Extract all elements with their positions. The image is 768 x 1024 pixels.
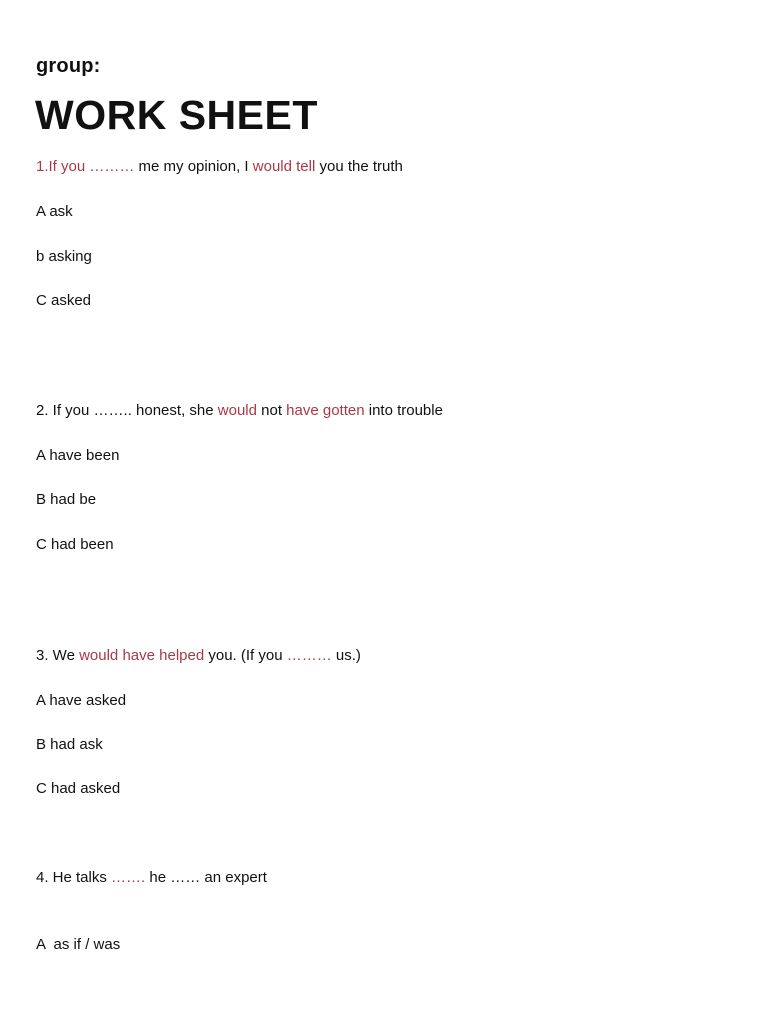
question-3-stem-part: 3. We xyxy=(36,647,80,664)
question-1-stem-part: 1.If you ……… xyxy=(36,158,135,175)
question-3-option-b: B had ask xyxy=(36,736,103,753)
question-4-option-a: A as if / was xyxy=(36,936,121,953)
question-1-stem-part: would tell xyxy=(252,158,316,175)
question-4-stem-part: he …… an expert xyxy=(145,869,267,886)
group-label: group: xyxy=(36,55,101,77)
question-3-stem-part: would have helped xyxy=(79,647,205,664)
question-3-stem-part: you. (If you xyxy=(204,647,287,664)
question-2-stem xyxy=(36,401,443,421)
question-3-option-c: C had asked xyxy=(36,780,121,797)
question-2-stem-part: have gotten xyxy=(286,402,365,419)
page-title: WORK SHEET xyxy=(35,92,318,138)
question-4-stem xyxy=(36,868,267,888)
question-1-stem-part: you the truth xyxy=(315,158,403,175)
question-1-option-b: b asking xyxy=(36,248,92,265)
question-2-option-a: A have been xyxy=(36,447,120,464)
question-1-stem xyxy=(36,157,403,177)
question-2-stem-part: would xyxy=(217,402,257,419)
question-2-stem-part: not xyxy=(256,402,287,419)
question-3-stem-part: us.) xyxy=(331,647,361,664)
question-3-stem xyxy=(36,646,361,666)
question-1-option-a: A ask xyxy=(36,203,73,220)
question-2-option-b: B had be xyxy=(36,491,97,508)
question-3-stem-part: ……… xyxy=(286,647,332,664)
question-4-stem-part: ……. xyxy=(111,869,146,886)
question-3-option-a: A have asked xyxy=(36,692,127,709)
question-2-stem-part: into trouble xyxy=(364,402,443,419)
question-2-option-c: C had been xyxy=(36,536,114,553)
question-1-stem-part: me my opinion, I xyxy=(134,158,253,175)
question-2-stem-part: 2. If you …….. honest, she xyxy=(36,402,218,419)
question-4-stem-part: 4. He talks xyxy=(36,869,112,886)
question-1-option-c: C asked xyxy=(36,292,92,309)
